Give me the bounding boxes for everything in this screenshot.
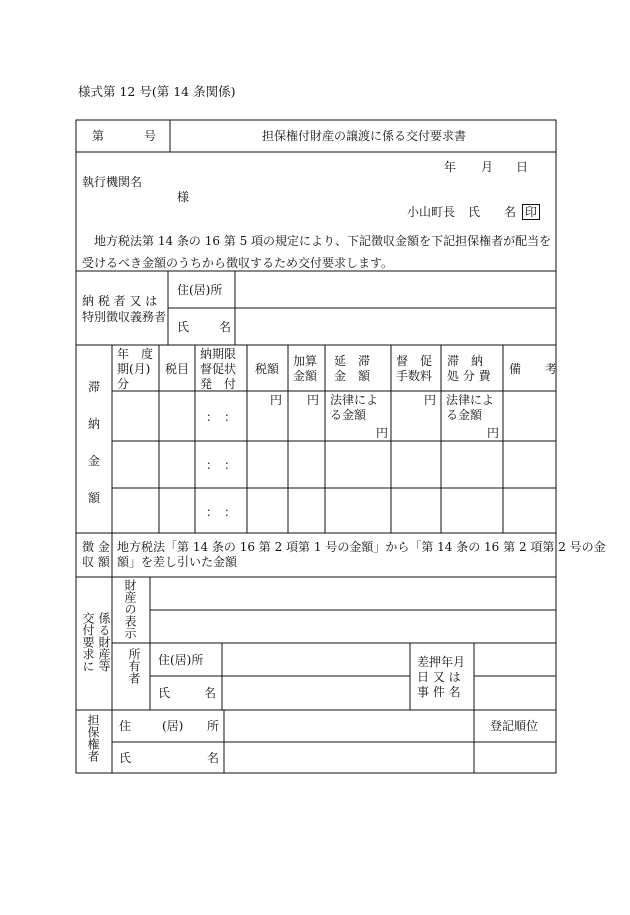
due-date-placeholder-row3: ： ： xyxy=(206,505,237,519)
holder-name-2: 名 xyxy=(207,751,220,765)
delay-by-law-2: る金額 xyxy=(330,408,367,422)
collection-text-1: 地方税法「第 14 条の 16 第 2 項第 1 号の金額」から「第 14 条の 16 第 2 項第 2 号の金 xyxy=(117,540,606,554)
col-year-2: 期(月) xyxy=(117,362,151,376)
sender-title: 小山町長 xyxy=(407,205,456,219)
seizure-label-3: 事 件 名 xyxy=(417,685,461,699)
col-fee-1: 督 促 xyxy=(396,354,433,368)
due-date-placeholder-row2: ： ： xyxy=(206,458,237,472)
arrears-label-2: 納 xyxy=(88,417,101,431)
property-owner-label: 所有者 xyxy=(127,648,141,684)
recipient-honorific: 様 xyxy=(177,190,190,204)
seizure-label-1: 差押年月 xyxy=(417,655,466,669)
collection-label-1: 徴 金 xyxy=(82,540,110,554)
col-fee-2: 手数料 xyxy=(396,369,433,383)
property-label-col2: 交付要求に xyxy=(81,612,95,672)
col-due-1: 納期限 xyxy=(200,347,237,361)
arrears-label-1: 滞 xyxy=(88,380,101,394)
yen-unit-fee: 円 xyxy=(424,393,437,407)
form-caption: 様式第 12 号(第 14 条関係) xyxy=(78,84,236,99)
yen-unit-disposal: 円 xyxy=(487,426,500,440)
collection-text-2: 額」を差し引いた金額 xyxy=(117,555,238,569)
holder-address-1: 住 xyxy=(119,719,132,733)
taxpayer-label-1: 納 税 者 又 は xyxy=(82,294,158,308)
registration-rank-label: 登記順位 xyxy=(490,719,539,733)
col-delay-2: 金 額 xyxy=(334,369,371,383)
property-display-label: 財産の表示 xyxy=(123,579,137,639)
col-disposal-1: 滞 納 xyxy=(447,354,484,368)
sender-seal: 印 xyxy=(518,204,540,220)
collection-label-2: 収 額 xyxy=(82,555,110,569)
col-year-1: 年 度 xyxy=(117,347,154,361)
col-add-2: 金額 xyxy=(293,369,318,383)
taxpayer-label-2: 特別徴収義務者 xyxy=(82,310,167,324)
taxpayer-name-label: 氏 名 xyxy=(177,320,231,334)
holder-label: 担保権者 xyxy=(86,714,100,762)
col-due-2: 督促状 xyxy=(200,362,237,376)
col-disposal-2: 処 分 費 xyxy=(447,369,491,383)
document-title: 担保権付財産の譲渡に係る交付要求書 xyxy=(262,129,467,143)
holder-address-3: 所 xyxy=(207,719,220,733)
delay-by-law-1: 法律によ xyxy=(330,393,379,407)
sender-name-1: 氏 xyxy=(468,205,481,219)
date-month: 月 xyxy=(481,160,494,174)
holder-name-1: 氏 xyxy=(119,751,132,765)
owner-address-label: 住(居)所 xyxy=(158,653,204,667)
disposal-by-law-2: る金額 xyxy=(446,408,483,422)
yen-unit-tax: 円 xyxy=(270,393,283,407)
property-label-col1: 係る財産等 xyxy=(97,612,111,672)
col-note: 備 考 xyxy=(509,362,558,376)
col-due-3: 発 付 xyxy=(200,377,237,391)
col-tax-item: 税目 xyxy=(165,362,190,376)
due-date-placeholder-row1: ： ： xyxy=(206,410,237,424)
yen-unit-add: 円 xyxy=(307,393,320,407)
col-delay-1: 延 滞 xyxy=(334,354,371,368)
date-day: 日 xyxy=(516,160,529,174)
owner-name-label: 氏 名 xyxy=(158,686,216,700)
arrears-label-3: 金 xyxy=(88,454,101,468)
col-tax-amount: 税額 xyxy=(255,362,280,376)
arrears-label-4: 額 xyxy=(88,491,101,505)
yen-unit-delay: 円 xyxy=(376,426,389,440)
request-statement: 地方税法第 14 条の 16 第 5 項の規定により、下記徴収金額を下記担保権者が配当を受けるべき金額のうちから徴収するため交付要求します。 xyxy=(82,234,552,270)
document-number: 第 号 xyxy=(92,129,156,143)
holder-address-2: (居) xyxy=(162,719,184,733)
recipient-agency-label: 執行機関名 xyxy=(82,175,143,189)
seizure-label-2: 日 又 は xyxy=(417,670,461,684)
disposal-by-law-1: 法律によ xyxy=(446,393,495,407)
col-year-3: 分 xyxy=(117,377,130,391)
taxpayer-address-label: 住(居)所 xyxy=(177,283,223,297)
col-add-1: 加算 xyxy=(293,354,318,368)
date-year: 年 xyxy=(444,160,457,174)
sender-name-2: 名 xyxy=(504,205,517,219)
